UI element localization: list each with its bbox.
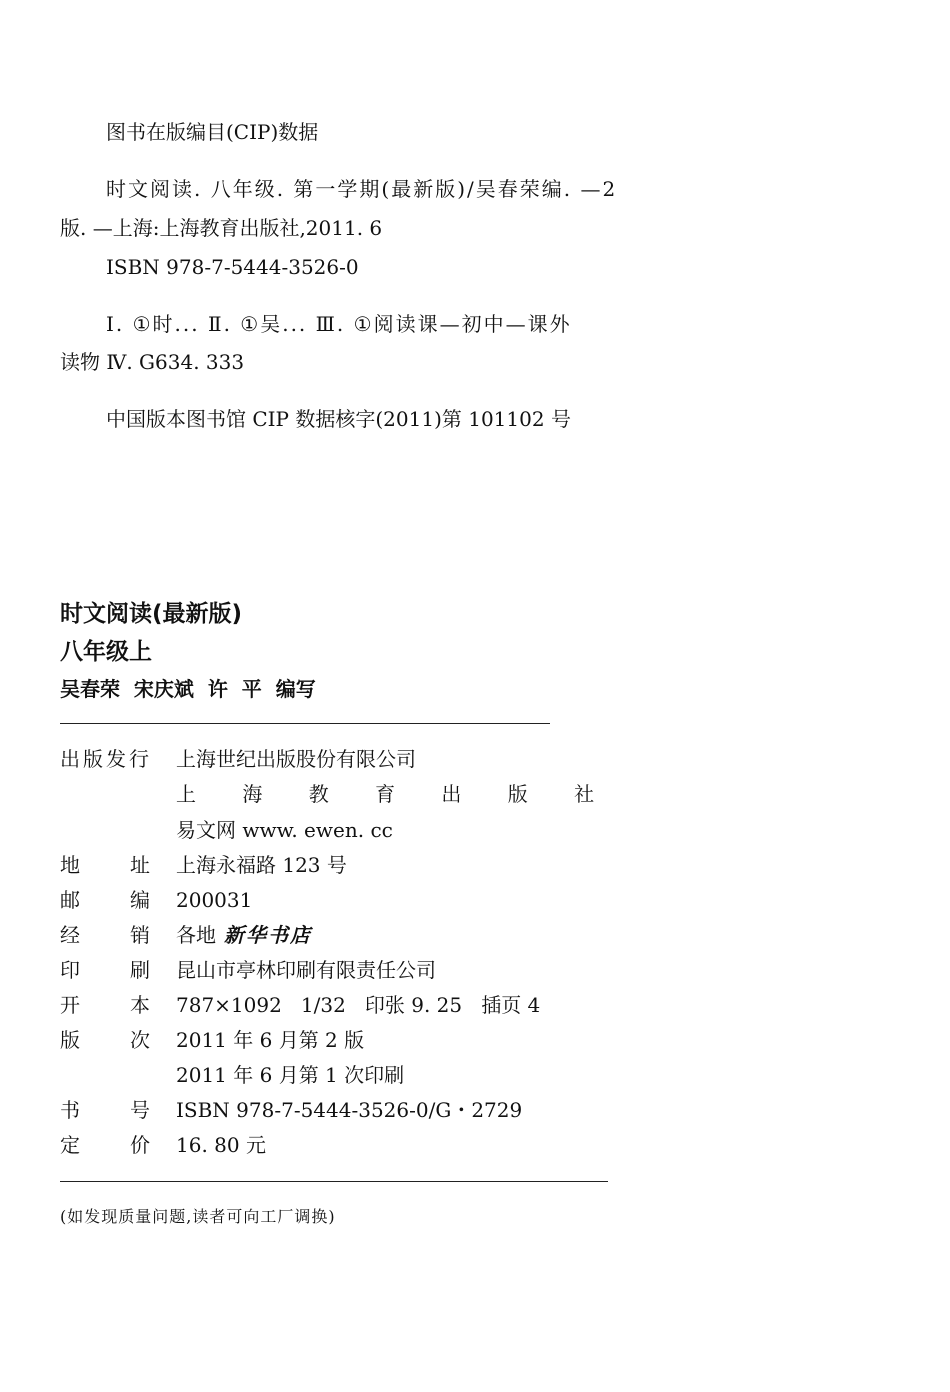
colophon-label-char: 发 — [106, 747, 126, 771]
book-title: 时文阅读(最新版) — [60, 601, 243, 627]
colophon-label-char: 次 — [130, 1028, 150, 1052]
colophon-label-char: 本 — [130, 993, 150, 1017]
colophon-value-text: 上海世纪出版股份有限公司 — [176, 747, 416, 771]
top-divider — [60, 723, 550, 724]
colophon-value — [176, 747, 416, 771]
cip-subject-line1: Ⅰ. ①时... Ⅱ. ①吴... Ⅲ. ①阅读课—初中—课外 — [106, 312, 572, 336]
cip-isbn: ISBN 978-7-5444-3526-0 — [106, 255, 359, 279]
colophon-value — [176, 1098, 522, 1122]
book-authors: 吴春荣 宋庆斌 许 平 编写 — [60, 677, 316, 701]
cip-record-number: 中国版本图书馆 CIP 数据核字(2011)第 101102 号 — [106, 407, 571, 431]
colophon-label-char: 号 — [130, 1098, 150, 1122]
colophon-value-text: 2011 年 6 月第 1 次印刷 — [176, 1063, 405, 1087]
colophon-label-char: 出 — [60, 747, 80, 771]
colophon-value — [176, 993, 540, 1017]
colophon-label-char: 书 — [60, 1098, 80, 1122]
cip-entry-line2: 版. —上海:上海教育出版社,2011. 6 — [60, 216, 383, 240]
colophon-label-char: 行 — [129, 747, 149, 771]
colophon-value — [176, 782, 614, 806]
colophon-value-text: 2011 年 6 月第 2 版 — [176, 1028, 365, 1052]
colophon-value — [176, 853, 347, 877]
colophon-value-text: 200031 — [176, 888, 253, 912]
colophon-value — [176, 1063, 404, 1087]
cip-entry-line1: 时文阅读. 八年级. 第一学期(最新版)/吴春荣编. —2 — [106, 177, 618, 201]
colophon-value — [176, 818, 393, 842]
colophon-label-char: 销 — [130, 923, 150, 947]
bottom-divider — [60, 1181, 608, 1182]
book-grade: 八年级上 — [60, 639, 152, 665]
colophon-value-text: ISBN 978-7-5444-3526-0/G・2729 — [176, 1098, 523, 1122]
colophon-value-text: 上 海 教 育 出 版 社 — [176, 782, 615, 806]
colophon-value — [176, 888, 252, 912]
colophon-label-char: 版 — [83, 747, 103, 771]
colophon-value-text: 各地 — [176, 923, 216, 947]
colophon-label-char: 价 — [130, 1133, 150, 1157]
cip-subject-line2: 读物 Ⅳ. G634. 333 — [60, 350, 245, 374]
colophon-label-char: 址 — [130, 853, 150, 877]
colophon-label-char: 开 — [60, 993, 80, 1017]
quality-note: (如发现质量问题,读者可向工厂调换) — [60, 1207, 336, 1226]
colophon-value-text: 16. 80 元 — [176, 1133, 266, 1157]
colophon-value — [176, 923, 312, 947]
colophon-label-char: 刷 — [130, 958, 150, 982]
colophon-value-text: 易文网 www. ewen. cc — [176, 818, 393, 842]
colophon-label-char: 定 — [60, 1133, 80, 1157]
colophon-value-text: 787×1092 1/32 印张 9. 25 插页 4 — [176, 993, 541, 1017]
colophon-label-char: 地 — [60, 853, 80, 877]
colophon-label-char: 印 — [60, 958, 80, 982]
colophon-value — [176, 1133, 266, 1157]
colophon-label-char: 编 — [130, 888, 150, 912]
colophon-value-text: 昆山市亭林印刷有限责任公司 — [176, 958, 436, 982]
colophon-value — [176, 958, 436, 982]
colophon-label-char: 版 — [60, 1028, 80, 1052]
colophon-label-char: 经 — [60, 923, 80, 947]
cip-heading: 图书在版编目(CIP)数据 — [106, 120, 319, 144]
colophon-value-text: 上海永福路 123 号 — [176, 853, 347, 877]
xinhua-bookstore-logo: 新华书店 — [224, 923, 312, 947]
colophon-label-char: 邮 — [60, 888, 80, 912]
colophon-value — [176, 1028, 364, 1052]
